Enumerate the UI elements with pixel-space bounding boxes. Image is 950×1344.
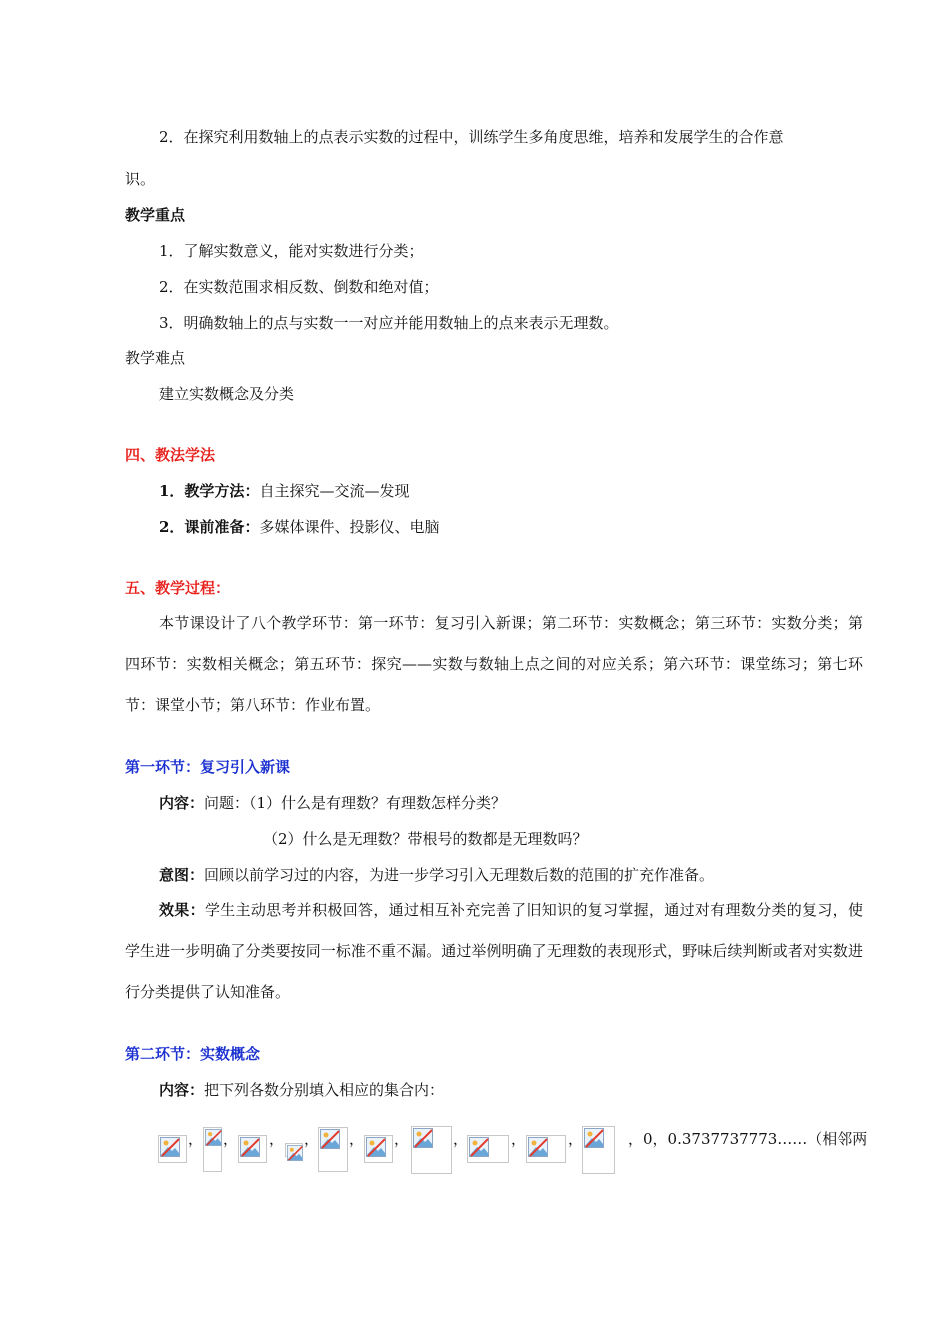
key-point-item: 3．明确数轴上的点与实数一一对应并能用数轴上的点来表示无理数。 <box>159 314 619 332</box>
step-1-question-2: （2）什么是无理数？带根号的数都是无理数吗？ <box>263 830 588 848</box>
difficulty-text: 建立实数概念及分类 <box>159 385 295 403</box>
broken-image-icon <box>203 1127 222 1172</box>
goal-item-2-line2: 识。 <box>125 170 156 188</box>
key-points-heading: 教学重点 <box>125 206 186 224</box>
method-line <box>159 481 409 501</box>
section-5-heading: 五、教学过程： <box>125 579 231 597</box>
list-separator: ， <box>568 1130 584 1148</box>
effect-text: 学生主动思考并积极回答，通过相互补充完善了旧知识的复习掌握，通过对有理数分类的复习，使学生进一步明确了分类要按同一标准不重不漏。通过举例明确了无理数的表现形式，野味后续判断或者对实数进行分类提供了认知准备。 <box>125 901 863 1001</box>
step-1-heading: 第一环节：复习引入新课 <box>125 758 291 776</box>
step-2-content-line <box>159 1080 444 1100</box>
content-label: 内容： <box>159 794 205 812</box>
list-separator: ， <box>269 1130 285 1148</box>
broken-image-icon <box>364 1135 393 1163</box>
section-4-heading: 四、教法学法 <box>125 446 216 464</box>
list-separator: ， <box>188 1130 204 1148</box>
intent-line <box>159 865 714 885</box>
number-list-tail: ，0，0.3737737773……（相邻两 <box>628 1130 868 1148</box>
intent-text: 回顾以前学习过的内容，为进一步学习引入无理数后数的范围的扩充作准备。 <box>204 866 715 884</box>
broken-image-icon <box>526 1135 566 1163</box>
broken-image-icon <box>285 1143 303 1157</box>
method-text: 自主探究—交流—发现 <box>259 482 410 500</box>
broken-image-icon <box>238 1135 267 1163</box>
broken-image-icon <box>467 1135 509 1163</box>
list-separator: ， <box>223 1130 239 1148</box>
list-separator: ， <box>453 1130 469 1148</box>
key-point-item: 2．在实数范围求相反数、倒数和绝对值； <box>159 278 439 296</box>
broken-image-icon <box>411 1126 452 1174</box>
step-2-content-label: 内容： <box>159 1081 205 1099</box>
effect-paragraph <box>125 890 863 1013</box>
section-5-paragraph: 本节课设计了八个教学环节：第一环节：复习引入新课；第二环节：实数概念；第三环节：实数分类；第四环节：实数相关概念；第五环节：探究——实数与数轴上点之间的对应关系；第六环节：课堂练习；第七环节：课堂小节；第八环节：作业布置。 <box>125 614 863 714</box>
difficulty-heading: 教学难点 <box>125 349 186 367</box>
broken-image-icon <box>158 1135 187 1163</box>
prep-text: 多媒体课件、投影仪、电脑 <box>259 518 440 536</box>
step-1-content-line1 <box>159 793 506 813</box>
step-2-content-text: 把下列各数分别填入相应的集合内： <box>204 1081 445 1099</box>
list-separator: ， <box>349 1130 365 1148</box>
prep-label: 2．课前准备： <box>159 518 260 536</box>
step-2-heading: 第二环节：实数概念 <box>125 1045 261 1063</box>
list-separator: ， <box>394 1130 410 1148</box>
step-1-question-1: 问题：（1）什么是有理数？有理数怎样分类？ <box>204 794 507 812</box>
prep-line <box>159 517 439 537</box>
intent-label: 意图： <box>159 866 205 884</box>
goal-item-2-line1: 2．在探究利用数轴上的点表示实数的过程中，训练学生多角度思维，培养和发展学生的合作意 <box>159 128 784 146</box>
list-separator: ， <box>511 1130 527 1148</box>
list-separator: ， <box>304 1130 320 1148</box>
effect-label: 效果： <box>159 901 205 919</box>
key-point-item: 1．了解实数意义，能对实数进行分类； <box>159 242 424 260</box>
method-label: 1．教学方法： <box>159 482 260 500</box>
broken-image-icon <box>582 1126 615 1174</box>
broken-image-icon <box>318 1127 348 1172</box>
